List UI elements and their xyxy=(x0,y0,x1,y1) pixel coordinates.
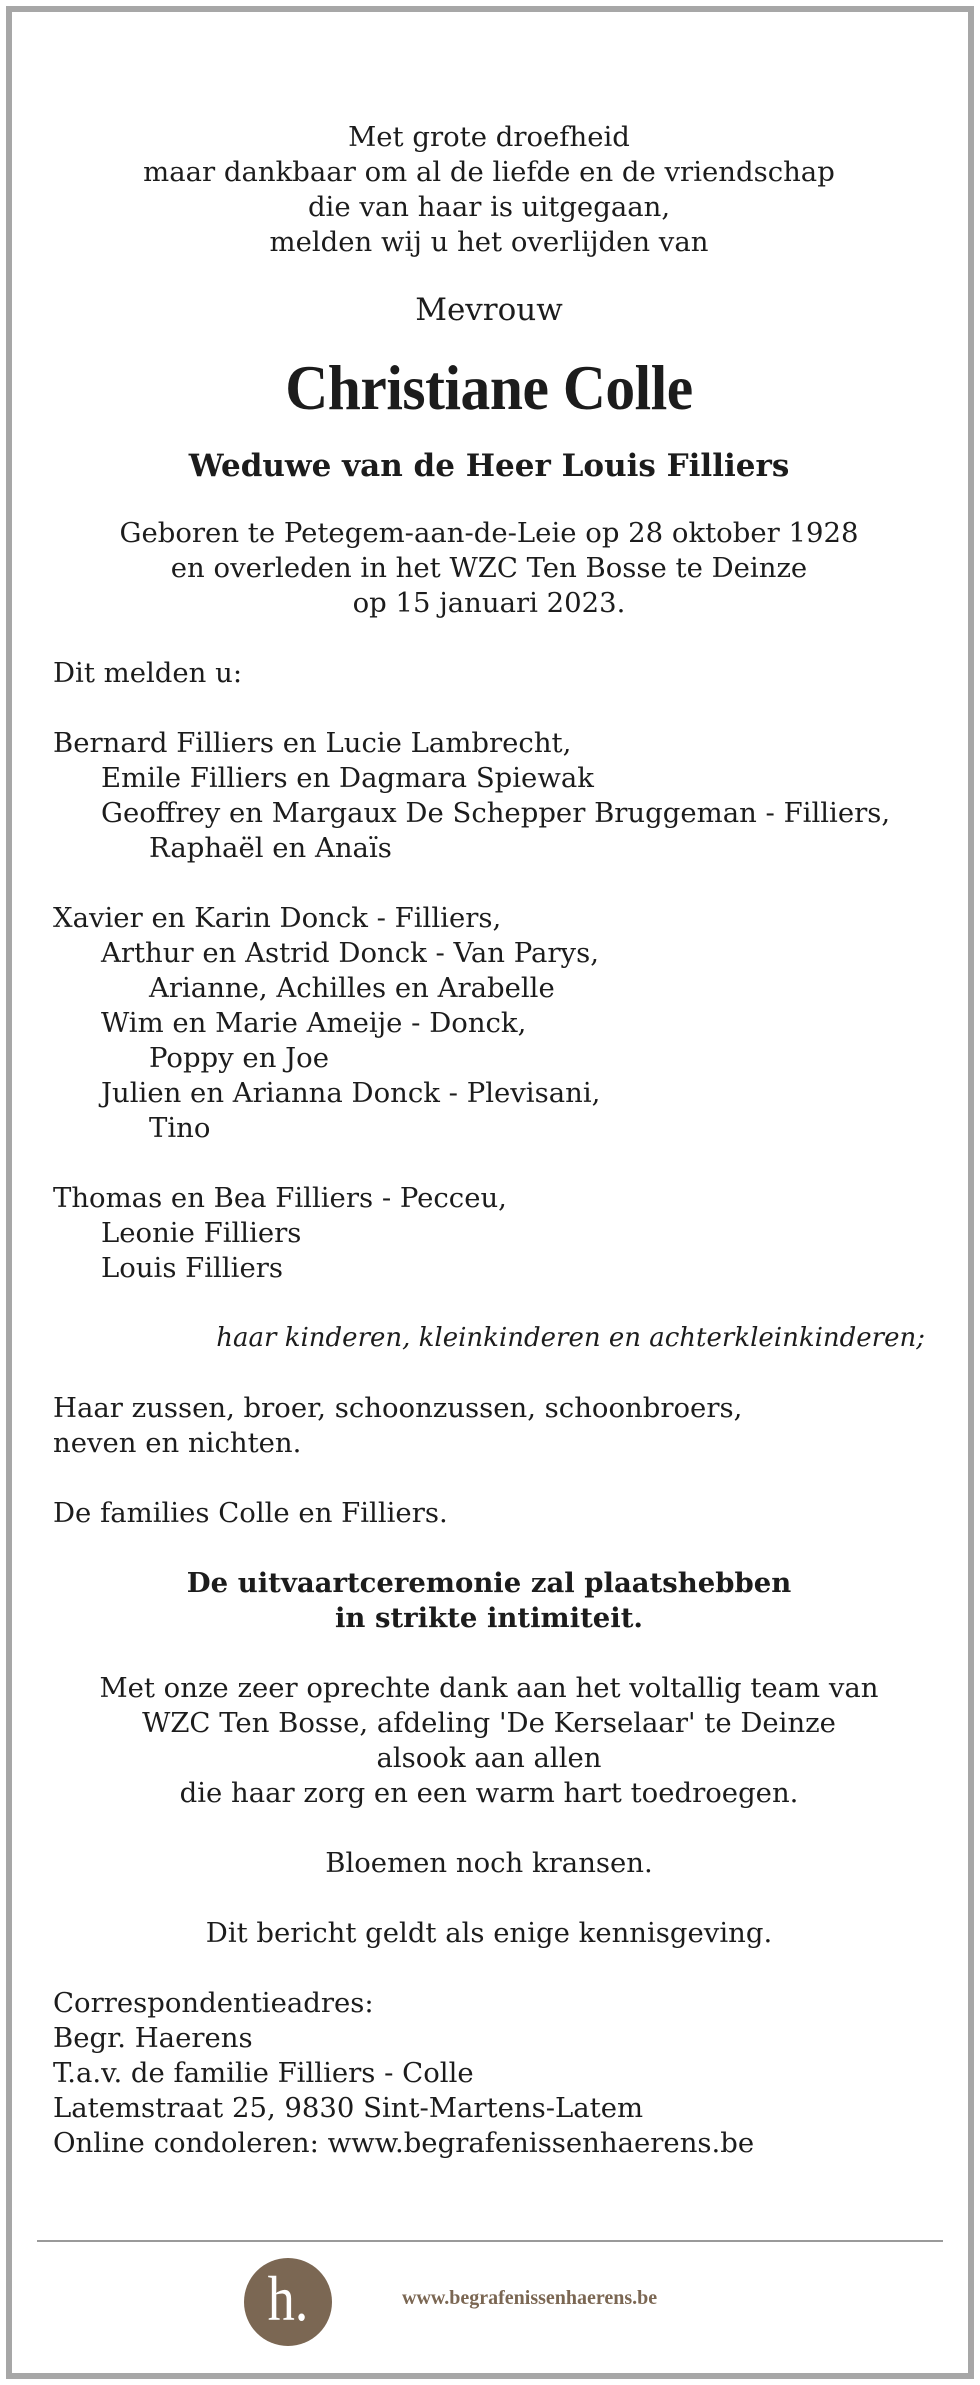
relatives xyxy=(53,1391,925,1461)
logo-letter: h. xyxy=(267,2263,309,2334)
family-member: Arianne, Achilles en Arabelle xyxy=(149,972,555,1004)
families: De families Colle en Filliers. xyxy=(53,1497,448,1529)
family-group xyxy=(53,1181,925,1286)
family-member: Xavier en Karin Donck - Filliers, xyxy=(53,902,502,934)
family-member: Leonie Filliers xyxy=(101,1217,302,1249)
online-condolence-line: Online condoleren: www.begrafenissenhaerens.be xyxy=(53,2127,755,2159)
thanks-line: die haar zorg en een warm hart toedroegen. xyxy=(179,1777,799,1809)
intro-line: die van haar is uitgegaan, xyxy=(307,191,671,223)
correspondence-line: Correspondentieadres: xyxy=(53,1987,374,2019)
family-member: Thomas en Bea Filliers - Pecceu, xyxy=(53,1182,507,1214)
footer-website-link[interactable]: www.begrafenissenhaerens.be xyxy=(402,2287,658,2309)
salutation: Mevrouw xyxy=(415,292,563,328)
intro-line: Met grote droefheid xyxy=(348,121,630,153)
correspondence-line: Begr. Haerens xyxy=(53,2022,253,2054)
family-member: Emile Filliers en Dagmara Spiewak xyxy=(101,762,594,794)
widow-line: Weduwe van de Heer Louis Filliers xyxy=(188,448,790,484)
birth-death-line: en overleden in het WZC Ten Bosse te Deinze xyxy=(170,552,808,584)
announced-by: Dit melden u: xyxy=(53,657,243,689)
family-member: Tino xyxy=(149,1112,211,1144)
birth-death-line: Geboren te Petegem-aan-de-Leie op 28 oktober 1928 xyxy=(119,517,859,549)
relatives-line: neven en nichten. xyxy=(53,1427,302,1459)
intro-text xyxy=(53,120,925,260)
family-member: Arthur en Astrid Donck - Van Parys, xyxy=(101,937,599,969)
thanks-line: Met onze zeer oprechte dank aan het voltallig team van xyxy=(99,1672,879,1704)
thanks-line: alsook aan allen xyxy=(376,1742,602,1774)
flowers-notice: Bloemen noch kransen. xyxy=(325,1847,653,1879)
intro-line: maar dankbaar om al de liefde en de vriendschap xyxy=(143,156,835,188)
ceremony-line: in strikte intimiteit. xyxy=(334,1602,644,1634)
deceased-name: Christiane Colle xyxy=(285,352,693,423)
relation-signoff: haar kinderen, kleinkinderen en achterkleinkinderen; xyxy=(216,1323,925,1353)
thanks-line: WZC Ten Bosse, afdeling 'De Kerselaar' te Deinze xyxy=(142,1707,836,1739)
family-member: Wim en Marie Ameije - Donck, xyxy=(101,1007,527,1039)
correspondence-line: T.a.v. de familie Filliers - Colle xyxy=(53,2057,474,2089)
family-member: Raphaël en Anaïs xyxy=(149,832,392,864)
family-group xyxy=(53,726,925,866)
intro-line: melden wij u het overlijden van xyxy=(269,226,709,258)
birth-death-line: op 15 januari 2023. xyxy=(352,587,626,619)
family-member: Bernard Filliers en Lucie Lambrecht, xyxy=(53,727,572,759)
funeral-home-logo xyxy=(244,2258,332,2346)
correspondence-address xyxy=(53,1986,925,2161)
ceremony-notice xyxy=(53,1566,925,1636)
thanks-text xyxy=(53,1671,925,1811)
correspondence-line: Latemstraat 25, 9830 Sint-Martens-Latem xyxy=(53,2092,644,2124)
ceremony-line: De uitvaartceremonie zal plaatshebben xyxy=(186,1567,792,1599)
family-member: Louis Filliers xyxy=(101,1252,283,1284)
family-member: Geoffrey en Margaux De Schepper Bruggeman - Filliers, xyxy=(101,797,891,829)
family-member: Julien en Arianna Donck - Plevisani, xyxy=(101,1077,601,1109)
family-member: Poppy en Joe xyxy=(149,1042,330,1074)
birth-death-details xyxy=(53,516,925,621)
footer-divider xyxy=(37,2240,943,2242)
family-group xyxy=(53,901,925,1146)
obituary-content xyxy=(53,120,925,2161)
relatives-line: Haar zussen, broer, schoonzussen, schoonbroers, xyxy=(53,1392,743,1424)
kennisgeving-notice: Dit bericht geldt als enige kennisgeving. xyxy=(205,1917,773,1949)
